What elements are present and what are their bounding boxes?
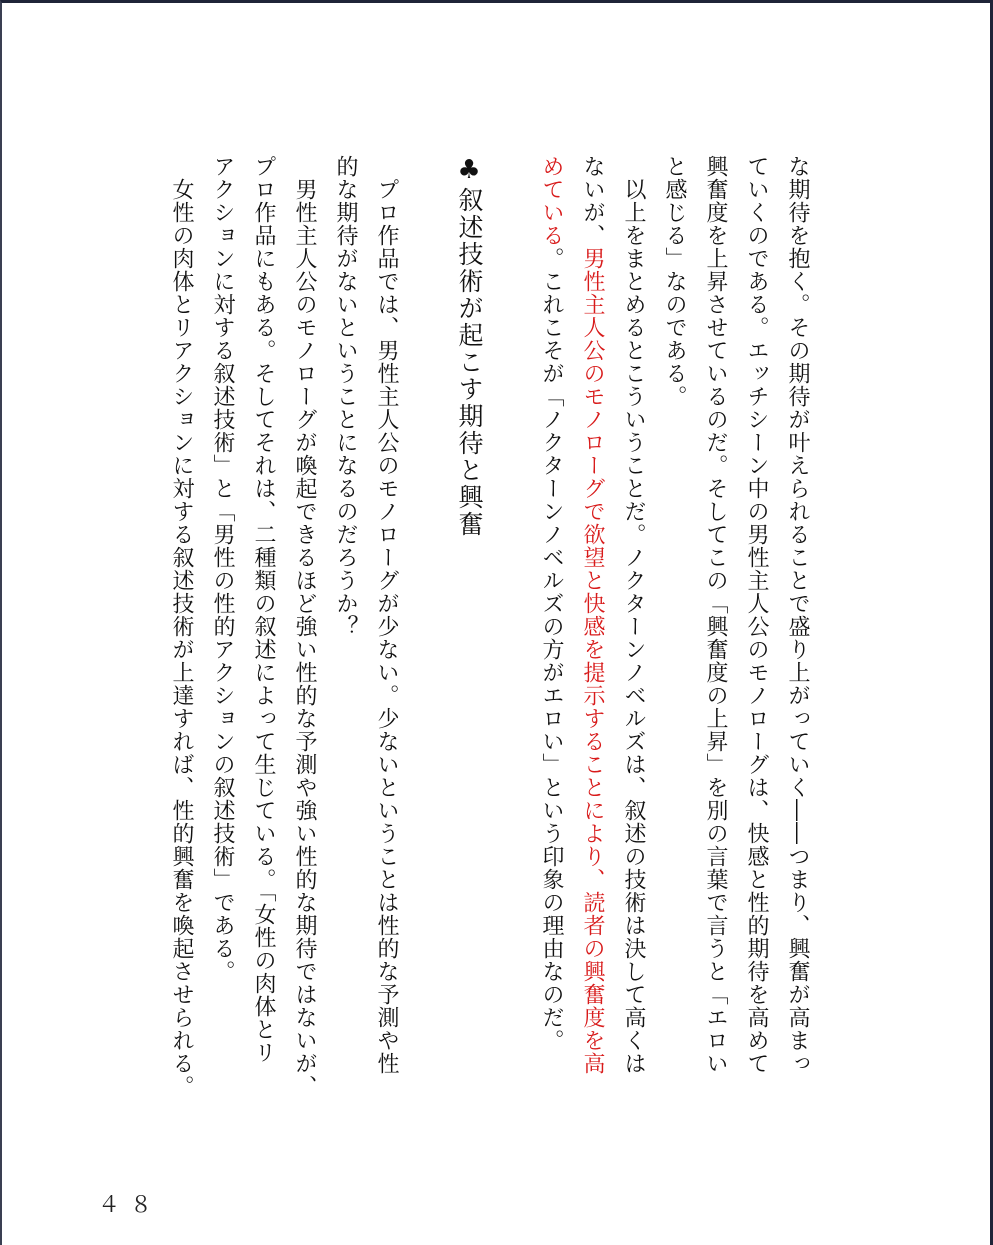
text-line [613,155,654,1105]
spacer [490,155,531,1105]
text-line: 興奮度を上昇させているのだ。そしてこの「興奮度の上昇」を別の言葉で言うと「エロい [703,155,728,1075]
section-heading-text: 叙述技術が起こす期待と興奮 [455,187,484,538]
highlighted-text: 男性主人公のモノローグで欲望と快感を提示することにより、読者の興奮度を高 [580,247,605,1075]
text-line [531,155,572,1105]
text-line: アクションに対する叙述技術」と「男性の性的アクションの叙述技術」である。 [210,155,235,983]
text-run: 。これこそが「ノクターンノベルズの方がエロい」という印象の理由なのだ。 [539,247,564,1052]
text-line: 男性主人公のモノローグが喚起できるほど強い性的な予測や強い性的な期待ではないが、 [292,155,317,1098]
club-icon: ♣ [454,155,484,187]
page-number: ４８ [98,1193,163,1218]
text-line: 的な期待がないということになるのだろうか？ [333,155,358,638]
text-line: プロ作品にもある。そしてそれは、二種類の叙述によって生じている。「女性の肉体とリ [251,155,276,1064]
text-line: な期待を抱く。その期待が叶えられることで盛り上がっていく――つまり、興奮が高まっ [785,155,810,1075]
text-line [572,155,613,1105]
spacer [407,155,448,1105]
highlighted-text: めている [539,155,564,247]
text-line: 女性の肉体とリアクションに対する叙述技術が上達すれば、性的興奮を喚起させられる。 [169,155,194,1098]
text-run: 以上をまとめるとこういうことだ。ノクターンノベルズは、叙述の技術は決して高くは [621,155,646,1075]
text-line: プロ作品では、男性主人公のモノローグが少ない。少ないということは性的な予測や性 [374,155,399,1075]
text-run: ないが、 [580,155,605,247]
text-line: ていくのである。エッチシーン中の男性主人公のモノローグは、快感と性的期待を高めて [744,155,769,1075]
section-heading [448,155,490,1105]
text-line: と感じる」なのである。 [662,155,687,408]
vertical-text-body [161,155,818,1105]
